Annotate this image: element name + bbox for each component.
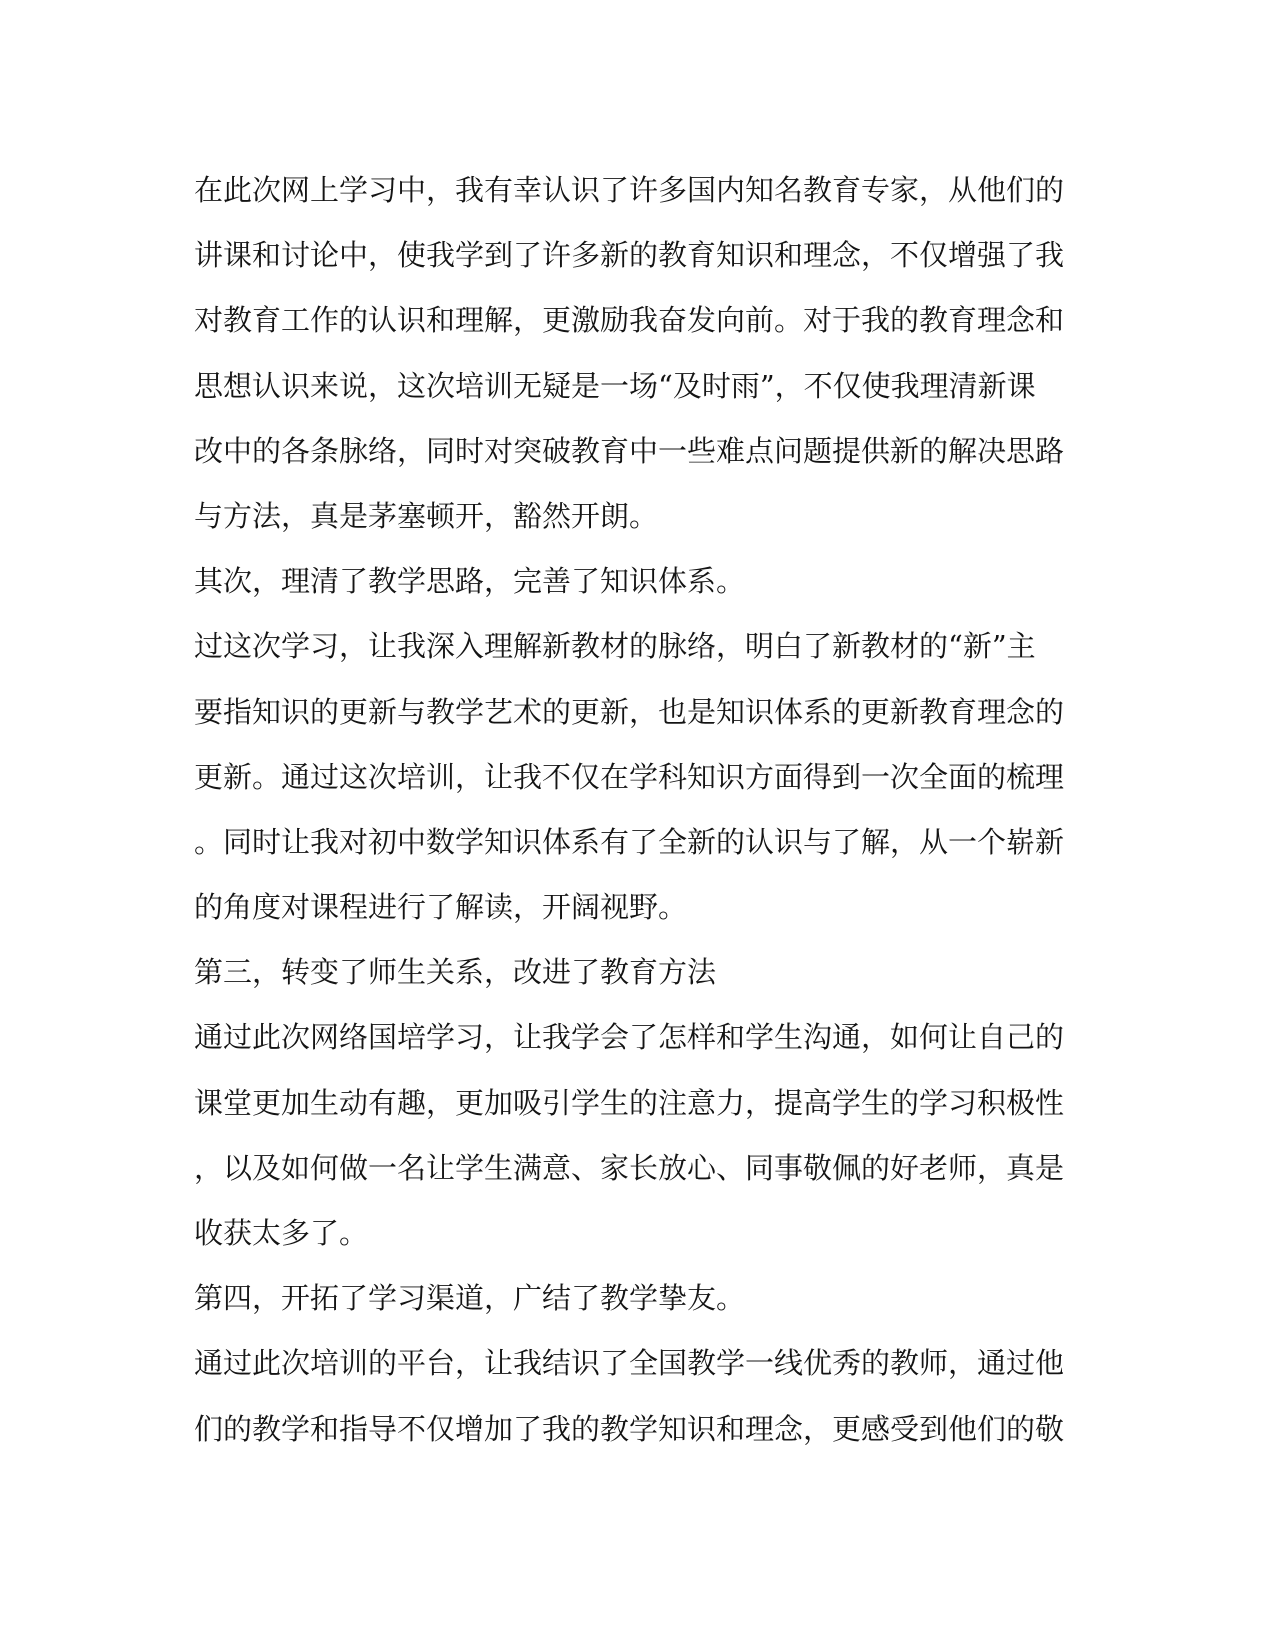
text-line: 更新。通过这次培训，让我不仅在学科知识方面得到一次全面的梳理 [194,759,1065,794]
text-line: 在此次网上学习中，我有幸认识了许多国内知名教育专家，从他们的 [194,173,1065,207]
text-line: 课堂更加生动有趣，更加吸引学生的注意力，提高学生的学习积极性 [194,1085,1065,1120]
text-line: 收获太多了。 [194,1216,369,1250]
text-line: 的角度对课程进行了解读，开阔视野。 [194,890,688,925]
text-line: 思想认识来说，这次培训无疑是一场“及时雨”，不仅使我理清新课 [194,368,1036,403]
text-line: 对教育工作的认识和理解，更激励我奋发向前。对于我的教育理念和 [194,303,1065,338]
text-line: 讲课和讨论中，使我学到了许多新的教育知识和理念，不仅增强了我 [194,238,1065,273]
body-text [194,158,1074,1462]
text-line: ，以及如何做一名让学生满意、家长放心、同事敬佩的好老师，真是 [194,1150,1065,1185]
section-heading: 第四，开拓了学习渠道，广结了教学挚友。 [194,1281,746,1316]
text-line: 通过此次网络国培学习，让我学会了怎样和学生沟通，如何让自己的 [194,1020,1065,1055]
text-line: 们的教学和指导不仅增加了我的教学知识和理念，更感受到他们的敬 [194,1411,1065,1446]
text-line: 过这次学习，让我深入理解新教材的脉络，明白了新教材的“新”主 [194,629,1036,664]
text-line: 。同时让我对初中数学知识体系有了全新的认识与了解，从一个崭新 [194,824,1065,859]
section-heading: 其次，理清了教学思路，完善了知识体系。 [194,564,746,599]
text-line: 要指知识的更新与教学艺术的更新，也是知识体系的更新教育理念的 [194,694,1065,729]
text-line: 与方法，真是茅塞顿开，豁然开朗。 [194,498,659,533]
section-heading: 第三，转变了师生关系，改进了教育方法 [194,955,717,990]
text-line: 通过此次培训的平台，让我结识了全国教学一线优秀的教师，通过他 [194,1346,1065,1381]
text-line: 改中的各条脉络，同时对突破教育中一些难点问题提供新的解决思路 [194,433,1065,468]
